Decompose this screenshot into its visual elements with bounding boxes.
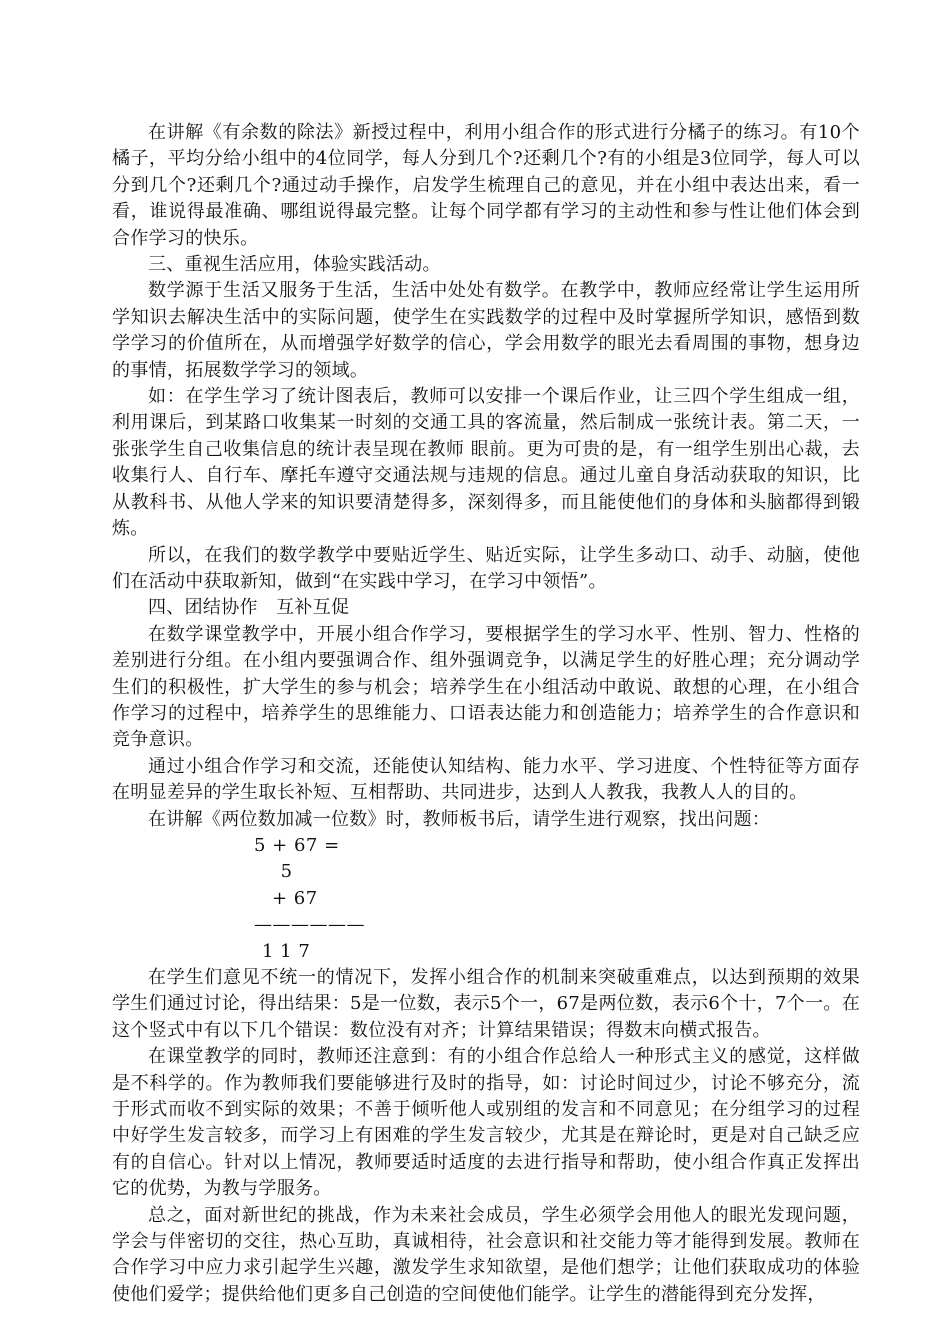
- paragraph-discussion-result: 在学生们意见不统一的情况下，发挥小组合作的机制来突破重难点，以达到预期的效果学生们通过讨论，得出结果：5是一位数，表示5个一，67是两位数，表示6个十，7个一。在这个竖式中有以下几个错误：数位没有对齐；计算结果错误；得数末向横式报告。: [112, 967, 860, 1041]
- equation-line-bottom-operand: + 67: [272, 887, 318, 909]
- equation-line-horizontal: 5 + 67 =: [254, 834, 340, 856]
- equation-line-result: 1 1 7: [262, 940, 311, 962]
- paragraph-statistics-example: 如：在学生学习了统计图表后，教师可以安排一个课后作业，让三四个学生组成一组，利用课后，到某路口收集某一时刻的交通工具的客流量，然后制成一张统计表。第二天，一张张学生自己收集信息的统计表呈现在教师 眼前。更为可贵的是，有一组学生别出心裁，去收集行人、自行车、摩托车遵守交通法规与违规的信息。通过儿童自身活动获取的知识，比从教科书、从他人学来的知识要清楚得多，深刻得多，而且能使他们的身体和头脑都得到锻炼。: [112, 386, 860, 540]
- heading-section-three: 三、重视生活应用，体验实践活动。: [148, 254, 441, 276]
- paragraph-conclusion-practice: 所以，在我们的数学教学中要贴近学生、贴近实际，让学生多动口、动手、动脑，使他们在活动中获取新知，做到“在实践中学习，在学习中领悟”。: [112, 544, 860, 592]
- equation-divider-line: ——————: [254, 914, 365, 936]
- paragraph-orange-division: 在讲解《有余数的除法》新授过程中，利用小组合作的形式进行分橘子的练习。有10个橘子，平均分给小组中的4位同学，每人分到几个?还剩几个?有的小组是3位同学，每人可以分到几个?还剩几个?通过动手操作，启发学生梳理自己的意见，并在小组中表达出来，看一看，谁说得最准确、哪组说得最完整。让每个同学都有学习的主动性和参与性让他们体会到合作学习的快乐。: [112, 122, 860, 249]
- document-body: [112, 120, 860, 1308]
- paragraph-two-digit-lesson: 在讲解《两位数加减一位数》时，教师板书后，请学生进行观察，找出问题：: [148, 808, 771, 830]
- paragraph-group-learning: 在数学课堂教学中，开展小组合作学习，要根据学生的学习水平、性别、智力、性格的差别进行分组。在小组内要强调合作、组外强调竞争，以满足学生的好胜心理；充分调动学生们的积极性，扩大学生的参与机会；培养学生在小组活动中敢说、敢想的心理，在小组合作学习的过程中，培养学生的思维能力、口语表达能力和创造能力；培养学生的合作意识和竞争意识。: [112, 623, 860, 751]
- heading-section-four: 四、团结协作 互补互促: [148, 597, 350, 619]
- paragraph-cooperation-benefits: 通过小组合作学习和交流，还能使认知结构、能力水平、学习进度、个性特征等方面存在明显差异的学生取长补短、互相帮助、共同进步，达到人人教我，我教人人的目的。: [112, 755, 860, 804]
- paragraph-summary: 总之，面对新世纪的挑战，作为未来社会成员，学生必须学会用他人的眼光发现问题，学会与伴密切的交往，热心互助，真诚相待，社会意识和社交能力等才能得到发展。教师在合作学习中应力求引起学生兴趣，激发学生求知欲望，是他们想学；让他们获取成功的体验使他们爱学；提供给他们更多自己创造的空间使他们能学。让学生的潜能得到充分发挥，: [112, 1204, 860, 1305]
- equation-line-top-operand: 5: [262, 861, 293, 883]
- paragraph-teacher-guidance: 在课堂教学的同时，教师还注意到：有的小组合作总给人一种形式主义的感觉，这样做是不科学的。作为教师我们要能够进行及时的指导，如：讨论时间过少，讨论不够充分，流于形式而收不到实际的效果；不善于倾听他人或别组的发言和不同意见；在分组学习的过程中好学生发言较多，而学习上有困难的学生发言较少，尤其是在辩论时，更是对自己缺乏应有的自信心。针对以上情况，教师要适时适度的去进行指导和帮助，使小组合作真正发挥出它的优势，为教与学服务。: [112, 1046, 860, 1200]
- paragraph-math-from-life: 数学源于生活又服务于生活，生活中处处有数学。在教学中，教师应经常让学生运用所学知识去解决生活中的实际问题，使学生在实践数学的过程中及时掌握所学知识，感悟到数学学习的价值所在，从而增强学好数学的信心，学会用数学的眼光去看周围的事物，想身边的事情，拓展数学学习的领域。: [112, 280, 860, 381]
- vertical-equation: [112, 833, 860, 965]
